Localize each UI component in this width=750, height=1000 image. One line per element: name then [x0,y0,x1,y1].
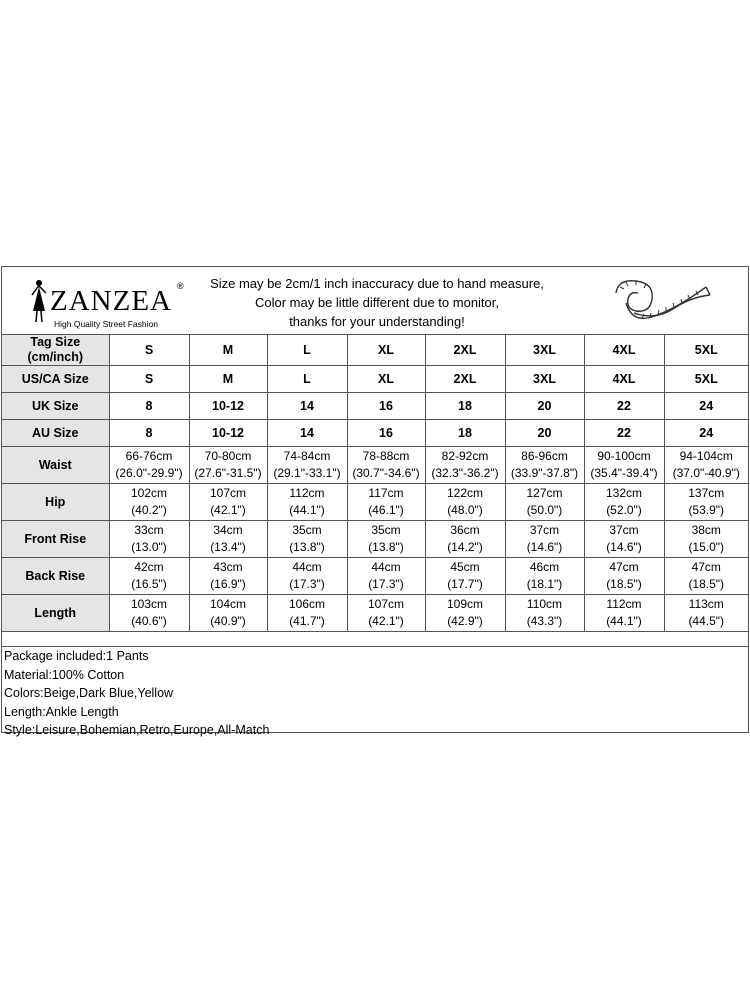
row-label [2,393,109,420]
row-label [2,595,109,632]
size-cell [109,420,189,447]
size-cell-value: 36cm [450,523,480,537]
size-cell [109,393,189,420]
size-cell-value: 103cm [130,597,168,611]
size-cell-value: 107cm [367,597,405,611]
size-cell-value: 137cm [688,486,725,500]
size-cell [267,484,347,521]
size-cell-value: (46.1") [368,503,404,517]
row-label-text: Length [34,605,77,620]
size-cell [664,393,748,420]
row-label-text: Back Rise [25,568,86,583]
size-cell [664,447,748,484]
size-cell [189,393,267,420]
size-cell-value: 22 [617,398,631,413]
size-cell-value: (42.1") [210,503,246,517]
size-cell-value: 22 [617,425,631,440]
size-cell-value: 16 [379,425,393,440]
size-cell [505,484,584,521]
size-cell-value: M [222,342,234,357]
size-cell-value: 70-80cm [204,449,252,463]
row-label [2,335,109,366]
size-cell-value: 74-84cm [283,449,331,463]
size-cell [584,420,664,447]
size-cell-value: (16.5") [131,577,167,591]
size-cell-value: (48.0") [447,503,483,517]
size-cell [425,420,505,447]
size-cell [425,366,505,393]
size-cell-value: (26.0"-29.9") [115,466,183,480]
size-cell-value: 44cm [292,560,322,574]
row-label-text: UK Size [31,398,79,413]
size-cell-value: (16.9") [210,577,246,591]
size-cell-value: 47cm [691,560,721,574]
size-cell [267,366,347,393]
row-label-text: Front Rise [24,531,87,546]
row-label-text: US/CA Size [21,371,89,386]
size-cell-value: 127cm [526,486,563,500]
size-cell [109,335,189,366]
size-cell-value: 104cm [209,597,247,611]
size-cell [267,447,347,484]
size-cell-value: 24 [699,398,714,413]
size-cell-value: 113cm [688,597,724,611]
size-cell [425,335,505,366]
size-cell [347,447,425,484]
size-cell-value: 37cm [529,523,560,537]
size-cell [267,335,347,366]
product-details [2,646,748,740]
size-cell-value: (40.6") [131,614,167,628]
size-cell-value: 2XL [453,342,477,357]
size-table-row [2,595,748,632]
row-label-text: Waist [38,457,72,472]
size-cell-value: (13.0") [131,540,167,554]
size-cell-value: 44cm [371,560,401,574]
size-table-row [2,521,748,558]
size-table-row [2,484,748,521]
size-cell-value: 10-12 [212,398,244,413]
size-cell [189,558,267,595]
size-cell [505,558,584,595]
size-cell-value: 122cm [446,486,484,500]
size-cell-value: 3XL [533,342,556,357]
size-cell [584,335,664,366]
size-cell-value: L [303,342,311,357]
size-cell-value: 4XL [612,342,636,357]
size-cell-value: (40.9") [210,614,246,628]
size-cell-value: 94-104cm [679,449,733,463]
size-table-row [2,420,748,447]
size-cell-value: (33.9"-37.8") [510,466,579,480]
size-cell-value: 132cm [605,486,643,500]
size-cell-value: 37cm [609,523,639,537]
style-detail: Style:Leisure,Bohemian,Retro,Europe,All-Match [4,723,270,737]
size-cell [664,420,748,447]
size-cell [347,366,425,393]
size-cell-value: (50.0") [526,503,563,517]
size-cell [109,521,189,558]
size-cell-value: 102cm [130,486,168,500]
size-cell-value: 34cm [213,523,243,537]
size-cell-value: 90-100cm [597,449,651,463]
size-cell [505,420,584,447]
measurement-notice [192,274,562,331]
size-cell [425,595,505,632]
size-cell [505,393,584,420]
size-cell-value: S [144,371,154,386]
size-cell-value: 110cm [526,597,563,611]
size-cell-value: 33cm [134,523,164,537]
size-cell [584,484,664,521]
size-cell [425,393,505,420]
size-cell [347,335,425,366]
size-cell [584,521,664,558]
size-cell-value: (14.6") [526,540,563,554]
size-cell-value: (32.3"-36.2") [431,466,499,480]
size-cell [505,595,584,632]
size-cell-value: 8 [145,398,153,413]
size-table-row [2,335,748,366]
size-cell [347,393,425,420]
woman-figure-icon [30,279,48,323]
size-table [2,335,748,632]
size-cell [189,447,267,484]
size-table-row [2,366,748,393]
size-cell-value: (18.5") [688,577,725,591]
size-cell-value: 16 [379,398,393,413]
size-cell-value: (14.6") [606,540,642,554]
size-cell-value: 38cm [691,523,721,537]
size-cell [584,595,664,632]
row-label [2,366,109,393]
size-cell [425,558,505,595]
size-cell-value: 35cm [371,523,401,537]
size-cell-value: 20 [537,425,552,440]
size-cell [267,558,347,595]
brand-logo [30,275,190,331]
measuring-tape-icon [606,273,716,329]
size-cell [505,447,584,484]
size-cell-value: 109cm [446,597,484,611]
size-cell-value: 14 [300,425,314,440]
size-cell-value: 66-76cm [125,449,173,463]
size-cell [425,484,505,521]
size-cell [109,484,189,521]
size-cell-value: (17.7") [447,577,483,591]
size-cell-value: (52.0") [606,503,642,517]
size-table-row [2,558,748,595]
size-cell-value: 112cm [289,486,325,500]
size-cell-value: 4XL [612,371,636,386]
size-cell-value: (17.3") [368,577,404,591]
registered-mark: ® [177,281,184,291]
size-cell-value: 112cm [606,597,642,611]
package-detail: Package included:1 Pants [4,649,149,663]
notice-line: thanks for your understanding! [289,314,465,329]
row-label-text: Tag Size [30,335,81,349]
size-cell [425,447,505,484]
size-cell [664,335,748,366]
size-cell-value: (35.4"-39.4") [590,466,658,480]
size-cell-value: (14.2") [447,540,483,554]
size-cell [664,595,748,632]
row-label [2,558,109,595]
material-detail: Material:100% Cotton [4,667,125,682]
size-cell [584,558,664,595]
size-cell-value: 35cm [292,523,322,537]
size-cell-value: 20 [537,398,552,413]
size-chart-sheet [1,266,749,737]
size-cell-value: 18 [458,398,472,413]
size-cell-value: 46cm [529,560,560,574]
size-cell [109,595,189,632]
size-cell [189,366,267,393]
size-cell-value: 3XL [533,371,556,386]
size-cell [664,521,748,558]
size-cell-value: 5XL [694,371,718,386]
size-cell-value: (37.0"-40.9") [672,466,740,480]
size-cell-value: S [144,342,154,357]
size-cell-value: (41.7") [289,614,325,628]
size-cell-value: 5XL [694,342,718,357]
size-cell-value: (44.1") [606,614,642,628]
row-label [2,484,109,521]
size-cell-value: (15.0") [688,540,725,554]
size-cell-value: (44.5") [688,614,725,628]
size-cell [505,335,584,366]
size-cell [347,558,425,595]
size-cell-value: (42.9") [447,614,483,628]
brand-tagline: High Quality Street Fashion [54,319,158,329]
size-cell-value: 78-88cm [362,449,410,463]
size-cell-value: 42cm [134,560,164,574]
size-table-row [2,393,748,420]
size-cell-value: (43.3") [526,614,563,628]
row-label [2,447,109,484]
size-cell-value: (44.1") [289,503,325,517]
size-cell-value: (17.3") [289,577,325,591]
size-cell-value: (18.5") [606,577,642,591]
row-label [2,521,109,558]
size-cell [189,595,267,632]
size-cell [664,366,748,393]
size-cell-value: XL [378,371,394,386]
size-cell-value: (30.7"-34.6") [352,466,420,480]
size-cell-value: (13.4") [210,540,246,554]
size-cell [267,521,347,558]
brand-name: ZANZEA [50,285,172,317]
size-cell-value: M [222,371,234,386]
size-cell-value: 18 [458,425,472,440]
size-cell [347,521,425,558]
size-cell [267,595,347,632]
length-detail: Length:Ankle Length [4,704,119,719]
size-table-row [2,447,748,484]
size-cell [347,484,425,521]
size-cell-value: XL [378,342,394,357]
row-label-text: Hip [45,494,66,509]
size-cell-value: (53.9") [688,503,725,517]
size-cell [347,595,425,632]
size-cell [109,558,189,595]
size-cell-value: (29.1"-33.1") [273,466,341,480]
size-cell [267,420,347,447]
size-cell-value: (13.8") [368,540,404,554]
size-cell [425,521,505,558]
size-cell-value: 24 [699,425,714,440]
size-cell-value: 43cm [213,560,243,574]
size-cell [347,420,425,447]
size-cell [664,484,748,521]
row-label-text: (cm/inch) [27,350,84,364]
size-cell [189,420,267,447]
notice-line: Size may be 2cm/1 inch inaccuracy due to hand measure, [210,276,544,291]
size-cell-value: (18.1") [526,577,563,591]
size-cell-value: 45cm [450,560,480,574]
size-cell-value: 47cm [609,560,639,574]
size-cell-value: 117cm [368,486,404,500]
size-cell-value: 2XL [453,371,477,386]
size-cell-value: (27.6"-31.5") [194,466,262,480]
size-cell-value: 107cm [209,486,247,500]
size-cell [584,447,664,484]
size-cell-value: (42.1") [368,614,404,628]
size-cell [189,335,267,366]
size-cell [584,366,664,393]
chart-header [2,267,748,335]
size-cell [505,366,584,393]
size-cell [664,558,748,595]
size-cell-value: 8 [145,425,153,440]
size-cell-value: 14 [300,398,314,413]
size-cell [109,366,189,393]
size-cell [505,521,584,558]
size-cell [109,447,189,484]
row-label-text: AU Size [31,425,79,440]
size-cell [189,521,267,558]
size-cell-value: 10-12 [212,425,244,440]
colors-detail: Colors:Beige,Dark Blue,Yellow [4,686,174,700]
size-cell [267,393,347,420]
row-label [2,420,109,447]
size-cell-value: L [303,371,311,386]
size-cell-value: 82-92cm [441,449,489,463]
size-cell-value: 106cm [288,597,326,611]
size-cell [189,484,267,521]
size-cell-value: (13.8") [289,540,325,554]
size-cell-value: 86-96cm [521,449,568,463]
size-cell-value: (40.2") [131,503,167,517]
notice-line: Color may be little different due to monitor, [255,295,499,310]
size-cell [584,393,664,420]
